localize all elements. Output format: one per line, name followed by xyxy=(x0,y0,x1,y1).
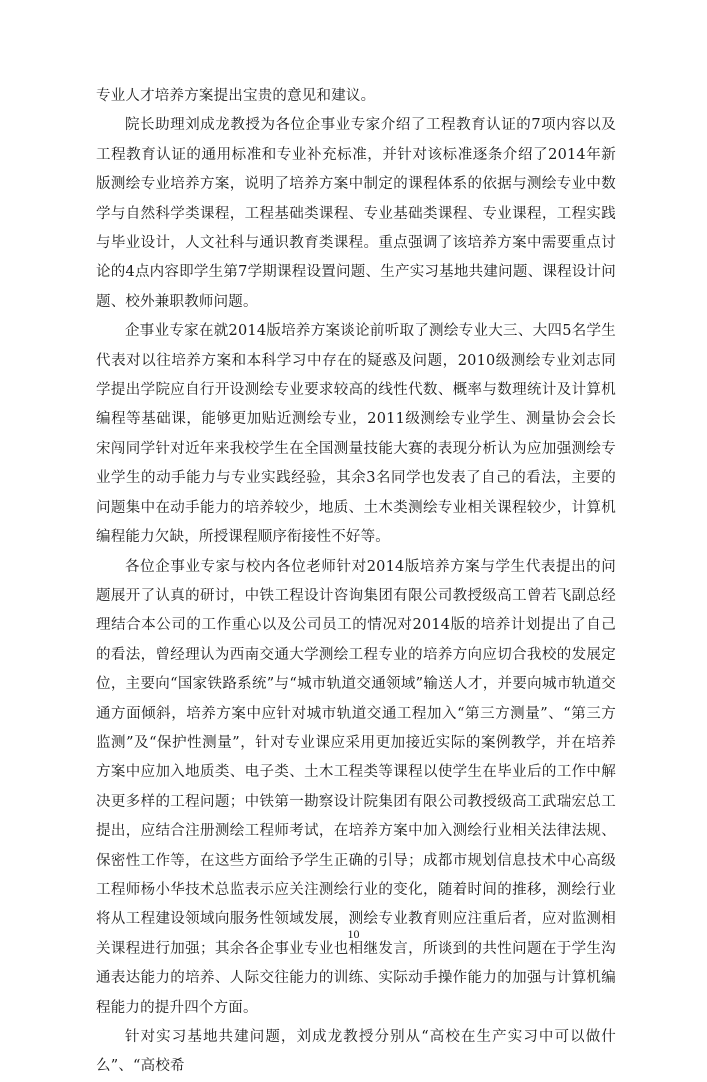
paragraph-expert-discussion: 各位企事业专家与校内各位老师针对2014版培养方案与学生代表提出的问题展开了认真的研讨，中铁工程设计咨询集团有限公司教授级高工曾若飞副总经理结合本公司的工作重心以及公司员工的情况对2014版的培养计划提出了自己的看法，曾经理认为西南交通大学测绘工程专业的培养方向应切合我校的发展定位，主要向“国家铁路系统”与“城市轨道交通领域”输送人才，并要向城市轨道交通方面倾斜，培养方案中应针对城市轨道交通工程加入“第三方测量”、“第三方监测”及“保护性测量”，针对专业课应采用更加接近实际的案例教学，并在培养方案中应加入地质类、电子类、土木工程类等课程以使学生在毕业后的工作中解决更多样的工程问题；中铁第一勘察设计院集团有限公司教授级高工武瑞宏总工提出，应结合注册测绘工程师考试，在培养方案中加入测绘行业相关法律法规、保密性工作等，在这些方面给予学生正确的引导；成都市规划信息技术中心高级工程师杨小华技术总监表示应关注测绘行业的变化，随着时间的推移，测绘行业将从工程建设领域向服务性领域发展，测绘专业教育则应注重后者，应对监测相关课程进行加强；其余各企事业专业也相继发言，所谈到的共性问题在于学生沟通表达能力的培养、人际交往能力的训练、实际动手操作能力的加强与计算机编程能力的提升四个方面。 xyxy=(96,558,616,1016)
paragraph-student-feedback: 企事业专家在就2014版培养方案谈论前听取了测绘专业大三、大四5名学生代表对以往培养方案和本科学习中存在的疑惑及问题，2010级测绘专业刘志同学提出学院应自行开设测绘专业要求较高的线性代数、概率与数理统计及计算机编程等基础课，能够更加贴近测绘专业，2011级测绘专业学生、测量协会会长宋闯同学针对近年来我校学生在全国测量技能大赛的表现分析认为应加强测绘专业学生的动手能力与专业实践经验，其余3名同学也发表了自己的看法，主要的问题集中在动手能力的培养较少，地质、土木类测绘专业相关课程较少，计算机编程能力欠缺，所授课程顺序衔接性不好等。 xyxy=(96,323,616,546)
page-number: 10 xyxy=(347,927,360,941)
paragraph-continuation: 专业人才培养方案提出宝贵的意见和建议。 xyxy=(96,88,376,104)
paragraph-internship-base: 针对实习基地共建问题，刘成龙教授分别从“高校在生产实习中可以做什么”、“高校希 xyxy=(96,1029,616,1075)
paragraph-engineering-certification: 院长助理刘成龙教授为各位企事业专家介绍了工程教育认证的7项内容以及工程教育认证的通用标准和专业补充标准，并针对该标准逐条介绍了2014年新版测绘专业培养方案，说明了培养方案中制定的课程体系的依据与测绘专业中数学与自然科学类课程，工程基础类课程、专业基础类课程、专业课程，工程实践与毕业设计，人文社科与通识教育类课程。重点强调了该培养方案中需要重点讨论的4点内容即学生第7学期课程设置问题、生产实习基地共建问题、课程设计问题、校外兼职教师问题。 xyxy=(96,117,616,310)
